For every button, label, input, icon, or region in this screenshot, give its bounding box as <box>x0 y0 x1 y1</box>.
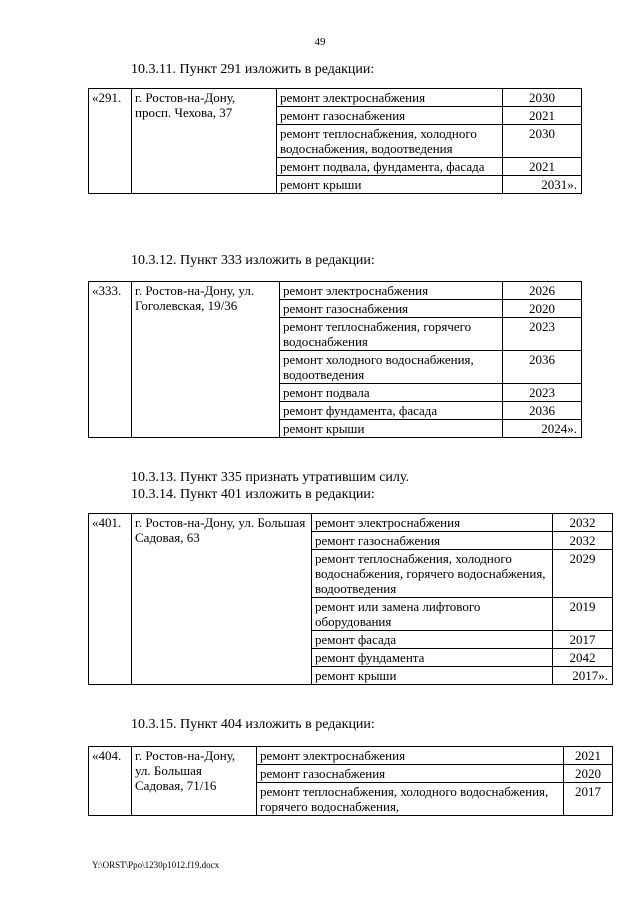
page-number: 49 <box>314 36 326 48</box>
work-cell: ремонт газоснабжения <box>312 532 553 550</box>
work-cell: ремонт холодного водоснабжения, водоотведения <box>280 351 503 384</box>
item-number: «291. <box>89 89 132 194</box>
work-cell: ремонт электроснабжения <box>280 282 503 300</box>
work-cell: ремонт крыши <box>280 420 503 438</box>
table-291 <box>88 88 582 194</box>
year-cell: 2017». <box>553 667 613 685</box>
work-cell: ремонт теплоснабжения, холодного водоснабжения, водоотведения <box>277 125 503 158</box>
year-cell: 2032 <box>553 532 613 550</box>
item-address: г. Ростов-на-Дону, просп. Чехова, 37 <box>132 89 277 194</box>
work-cell: ремонт электроснабжения <box>257 747 564 765</box>
year-cell: 2020 <box>564 765 613 783</box>
year-cell: 2017 <box>564 783 613 816</box>
table-404 <box>88 746 613 816</box>
year-cell: 2026 <box>503 282 582 300</box>
item-number: «401. <box>89 514 132 685</box>
year-cell: 2023 <box>503 384 582 402</box>
heading-404: 10.3.15. Пункт 404 изложить в редакции: <box>131 717 375 732</box>
work-cell: ремонт теплоснабжения, холодного водоснабжения, горячего водоснабжения, <box>257 783 564 816</box>
year-cell: 2020 <box>503 300 582 318</box>
heading-333: 10.3.12. Пункт 333 изложить в редакции: <box>131 253 375 268</box>
year-cell: 2021 <box>564 747 613 765</box>
work-cell: ремонт электроснабжения <box>312 514 553 532</box>
year-cell: 2036 <box>503 402 582 420</box>
item-number: «404. <box>89 747 132 816</box>
table-401 <box>88 513 613 685</box>
heading-401: 10.3.14. Пункт 401 изложить в редакции: <box>131 487 375 502</box>
year-cell: 2032 <box>553 514 613 532</box>
work-cell: ремонт газоснабжения <box>277 107 503 125</box>
year-cell: 2017 <box>553 631 613 649</box>
work-cell: ремонт теплоснабжения, холодного водоснабжения, горячего водоснабжения, водоотведения <box>312 550 553 598</box>
table-row <box>89 514 613 532</box>
table-row <box>89 89 582 107</box>
heading-335: 10.3.13. Пункт 335 признать утратившим силу. <box>131 470 409 485</box>
work-cell: ремонт газоснабжения <box>280 300 503 318</box>
item-address: г. Ростов-на-Дону, ул. Гоголевская, 19/36 <box>132 282 280 438</box>
table-333 <box>88 281 582 438</box>
year-cell: 2019 <box>553 598 613 631</box>
work-cell: ремонт теплоснабжения, горячего водоснабжения <box>280 318 503 351</box>
work-cell: ремонт крыши <box>277 176 503 194</box>
year-cell: 2029 <box>553 550 613 598</box>
year-cell: 2042 <box>553 649 613 667</box>
year-cell: 2021 <box>503 158 582 176</box>
year-cell: 2030 <box>503 89 582 107</box>
heading-291: 10.3.11. Пункт 291 изложить в редакции: <box>131 62 375 77</box>
work-cell: ремонт электроснабжения <box>277 89 503 107</box>
year-cell: 2031». <box>503 176 582 194</box>
year-cell: 2030 <box>503 125 582 158</box>
work-cell: ремонт подвала <box>280 384 503 402</box>
table-row <box>89 747 613 765</box>
item-address: г. Ростов-на-Дону, ул. Большая Садовая, 63 <box>132 514 312 685</box>
year-cell: 2023 <box>503 318 582 351</box>
year-cell: 2036 <box>503 351 582 384</box>
work-cell: ремонт фасада <box>312 631 553 649</box>
footer-file-path: Y:\ORST\Ppo\1230p1012.f19.docx <box>92 860 220 870</box>
work-cell: ремонт фундамента, фасада <box>280 402 503 420</box>
year-cell: 2021 <box>503 107 582 125</box>
work-cell: ремонт подвала, фундамента, фасада <box>277 158 503 176</box>
item-number: «333. <box>89 282 132 438</box>
work-cell: ремонт крыши <box>312 667 553 685</box>
work-cell: ремонт газоснабжения <box>257 765 564 783</box>
work-cell: ремонт фундамента <box>312 649 553 667</box>
work-cell: ремонт или замена лифтового оборудования <box>312 598 553 631</box>
year-cell: 2024». <box>503 420 582 438</box>
item-address: г. Ростов-на-Дону, ул. Большая Садовая, 71/16 <box>132 747 257 816</box>
table-row <box>89 282 582 300</box>
